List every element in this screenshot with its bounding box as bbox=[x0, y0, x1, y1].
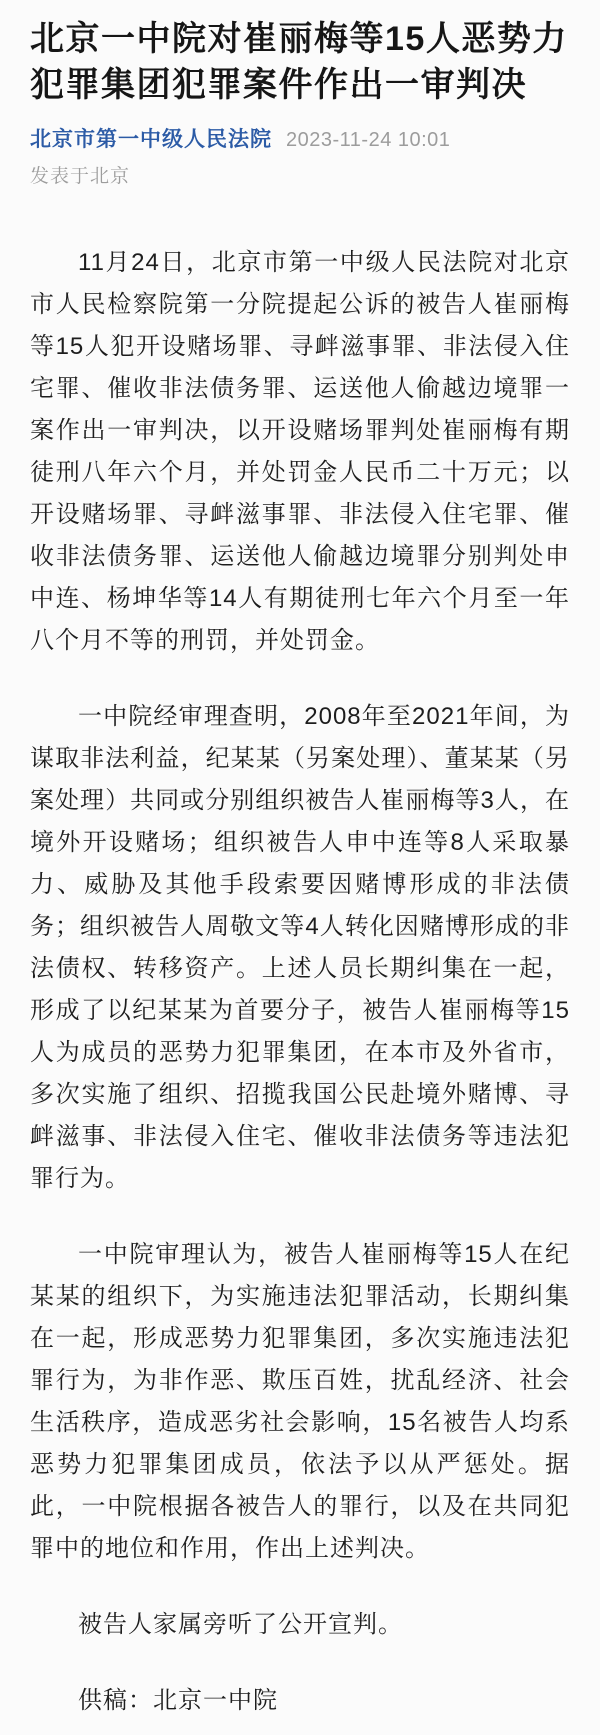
publish-location: 发表于北京 bbox=[30, 166, 131, 187]
article-title: 北京一中院对崔丽梅等15人恶势力犯罪集团犯罪案件作出一审判决 bbox=[30, 20, 568, 104]
article-body bbox=[30, 242, 570, 1722]
article-meta-row bbox=[30, 126, 570, 154]
account-name-link[interactable]: 北京市第一中级人民法院 bbox=[30, 128, 272, 151]
paragraph-facts-found: 一中院经审理查明，2008年至2021年间，为谋取非法利益，纪某某（另案处理）、董某某（另案处理）共同或分别组织被告人崔丽梅等3人，在境外开设赌场；组织被告人申中连等8人采取暴力、威胁及其他手段索要因赌博形成的非法债务；组织被告人周敬文等4人转化因赌博形成的非法债权、转移资产。上述人员长期纠集在一起，形成了以纪某某为首要分子，被告人崔丽梅等15人为成员的恶势力犯罪集团，在本市及外省市，多次实施了组织、招揽我国公民赴境外赌博、寻衅滋事、非法侵入住宅、催收非法债务等违法犯罪行为。 bbox=[30, 703, 570, 1192]
publish-time: 2023-11-24 10:01 bbox=[286, 129, 451, 151]
credit-line: 供稿：北京一中院 bbox=[78, 1687, 278, 1714]
paragraph-public-announcement: 被告人家属旁听了公开宣判。 bbox=[78, 1611, 403, 1638]
paragraph-court-opinion: 一中院审理认为，被告人崔丽梅等15人在纪某某的组织下，为实施违法犯罪活动，长期纠集在一起，形成恶势力犯罪集团，多次实施违法犯罪行为，为非作恶、欺压百姓，扰乱经济、社会生活秩序，造成恶劣社会影响，15名被告人均系恶势力犯罪集团成员，依法予以从严惩处。据此，一中院根据各被告人的罪行，以及在共同犯罪中的地位和作用，作出上述判决。 bbox=[30, 1241, 570, 1562]
paragraph-verdict: 11月24日，北京市第一中级人民法院对北京市人民检察院第一分院提起公诉的被告人崔丽梅等15人犯开设赌场罪、寻衅滋事罪、非法侵入住宅罪、催收非法债务罪、运送他人偷越边境罪一案作出一审判决，以开设赌场罪判处崔丽梅有期徒刑八年六个月，并处罚金人民币二十万元；以开设赌场罪、寻衅滋事罪、非法侵入住宅罪、催收非法债务罪、运送他人偷越边境罪分别判处申中连、杨坤华等14人有期徒刑七年六个月至一年八个月不等的刑罚，并处罚金。 bbox=[30, 249, 570, 654]
